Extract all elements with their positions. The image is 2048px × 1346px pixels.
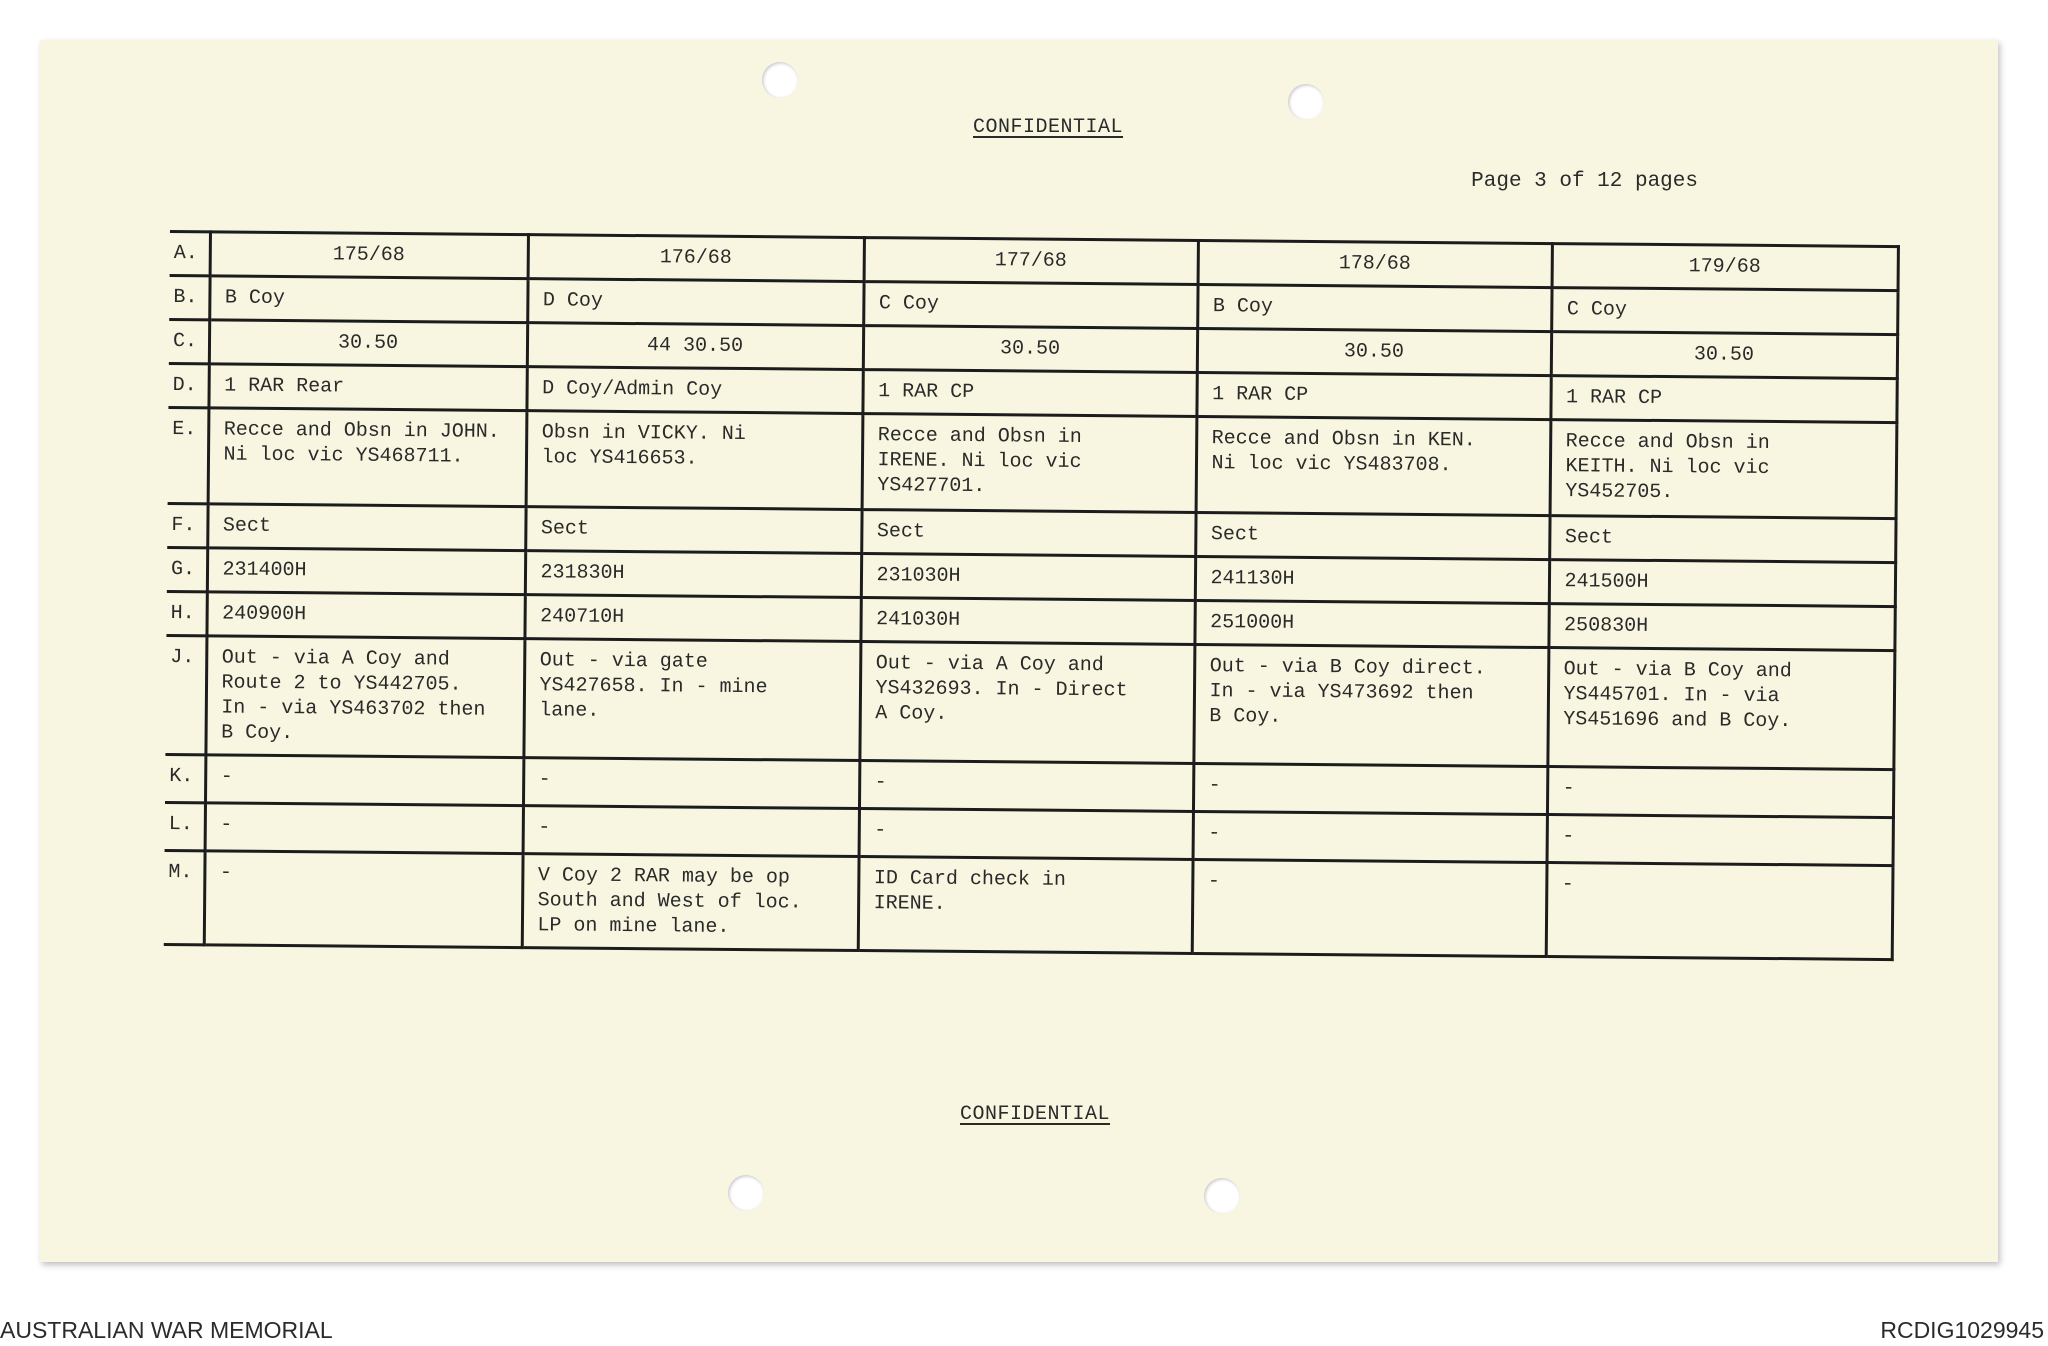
punch-hole-top-right xyxy=(1288,84,1324,120)
table-row xyxy=(165,635,1894,769)
table-cell: - xyxy=(1546,863,1893,960)
table-cell: - xyxy=(523,806,859,857)
table-cell: - xyxy=(1547,815,1893,866)
table-cell: 241500H xyxy=(1549,560,1895,607)
table-cell: 176/68 xyxy=(528,235,864,282)
table-cell: 1 RAR Rear xyxy=(208,364,526,411)
table-cell: 231400H xyxy=(207,548,525,595)
row-letter: L. xyxy=(165,802,205,850)
row-letter: A. xyxy=(170,231,210,275)
table-cell: Sect xyxy=(1195,512,1549,559)
table-cell: D Coy/Admin Coy xyxy=(526,367,862,414)
punch-hole-bottom-left xyxy=(728,1175,764,1211)
row-letter: G. xyxy=(167,547,207,591)
punch-hole-bottom-right xyxy=(1204,1178,1240,1214)
punch-hole-top-left xyxy=(762,62,798,98)
table-cell: 30.50 xyxy=(1551,332,1897,379)
archive-institution: AUSTRALIAN WAR MEMORIAL xyxy=(0,1317,333,1343)
table-cell: 30.50 xyxy=(209,320,527,367)
table-row xyxy=(168,407,1897,518)
table-cell: 177/68 xyxy=(864,238,1198,285)
table-cell: 44 30.50 xyxy=(527,323,863,370)
table-cell: C Coy xyxy=(1551,288,1897,335)
table-cell: 179/68 xyxy=(1552,244,1898,291)
archive-reference: RCDIG1029945 xyxy=(1880,1317,2044,1343)
row-letter: J. xyxy=(165,635,206,754)
table-cell: Sect xyxy=(207,504,525,551)
table-cell: D Coy xyxy=(527,279,863,326)
table-cell: 178/68 xyxy=(1198,240,1552,287)
table-cell: 251000H xyxy=(1194,600,1548,647)
table-row xyxy=(164,850,1893,959)
table-cell: - xyxy=(859,761,1193,812)
table-cell: 30.50 xyxy=(863,326,1197,373)
table-cell: 241030H xyxy=(860,598,1194,645)
row-letter: B. xyxy=(169,275,209,319)
table-cell: Sect xyxy=(1549,516,1895,563)
table-cell: Out - via B Coy direct. In - via YS473692 then B Coy. xyxy=(1193,644,1548,766)
table-cell: - xyxy=(859,809,1193,860)
table-cell: - xyxy=(204,851,523,948)
table-cell: 240900H xyxy=(206,592,524,639)
table-cell: 1 RAR CP xyxy=(862,370,1196,417)
table-cell: 240710H xyxy=(524,595,860,642)
table-cell: 30.50 xyxy=(1197,328,1551,375)
table-cell: Out - via A Coy and Route 2 to YS442705. In - via YS463702 then B Coy. xyxy=(205,636,524,758)
table-cell: - xyxy=(205,803,523,854)
row-letter: M. xyxy=(164,850,205,944)
table-cell: Out - via B Coy and YS445701. In - via YS451696 and B Coy. xyxy=(1547,648,1894,770)
table-cell: Recce and Obsn in IRENE. Ni loc vic YS427701. xyxy=(862,414,1197,513)
classification-header: CONFIDENTIAL xyxy=(973,116,1124,139)
table-cell: 1 RAR CP xyxy=(1550,376,1896,423)
row-letter: K. xyxy=(165,754,205,802)
table-cell: V Coy 2 RAR may be op South and West of loc. LP on mine lane. xyxy=(522,854,859,951)
classification-footer: CONFIDENTIAL xyxy=(960,1103,1111,1126)
table-cell: 250830H xyxy=(1548,604,1894,651)
row-letter: F. xyxy=(167,503,207,547)
page-number: Page 3 of 12 pages xyxy=(1471,170,1698,193)
table-cell: B Coy xyxy=(1197,284,1551,331)
table-cell: 241130H xyxy=(1195,556,1549,603)
table-cell: - xyxy=(1192,859,1547,956)
row-letter: D. xyxy=(168,363,208,407)
table-cell: - xyxy=(205,755,523,806)
row-letter: E. xyxy=(168,407,209,503)
table-cell: - xyxy=(523,758,859,809)
table-cell: Out - via A Coy and YS432693. In - Direct A Coy. xyxy=(859,642,1194,764)
table-cell: Sect xyxy=(525,507,861,554)
table-cell: - xyxy=(1193,763,1547,814)
document-sheet xyxy=(40,40,1998,1262)
table-cell: Sect xyxy=(861,510,1195,557)
table-cell: - xyxy=(1547,767,1893,818)
table-cell: - xyxy=(1193,811,1547,862)
table-cell: Obsn in VICKY. Ni loc YS416653. xyxy=(526,411,863,510)
orders-table xyxy=(164,230,1900,961)
table-cell: 231830H xyxy=(525,551,861,598)
table-cell: 1 RAR CP xyxy=(1196,372,1550,419)
table-cell: Out - via gate YS427658. In - mine lane. xyxy=(523,639,860,761)
table-cell: B Coy xyxy=(209,276,527,323)
table-cell: 231030H xyxy=(861,554,1195,601)
table-cell: 175/68 xyxy=(210,232,528,279)
table-cell: Recce and Obsn in KEN. Ni loc vic YS483708. xyxy=(1196,416,1551,515)
row-letter: H. xyxy=(166,591,206,635)
table-cell: Recce and Obsn in JOHN. Ni loc vic YS468711. xyxy=(208,408,527,507)
row-letter: C. xyxy=(169,319,209,363)
table-cell: C Coy xyxy=(863,282,1197,329)
table-cell: ID Card check in IRENE. xyxy=(858,857,1193,954)
table-cell: Recce and Obsn in KEITH. Ni loc vic YS452705. xyxy=(1550,420,1897,519)
